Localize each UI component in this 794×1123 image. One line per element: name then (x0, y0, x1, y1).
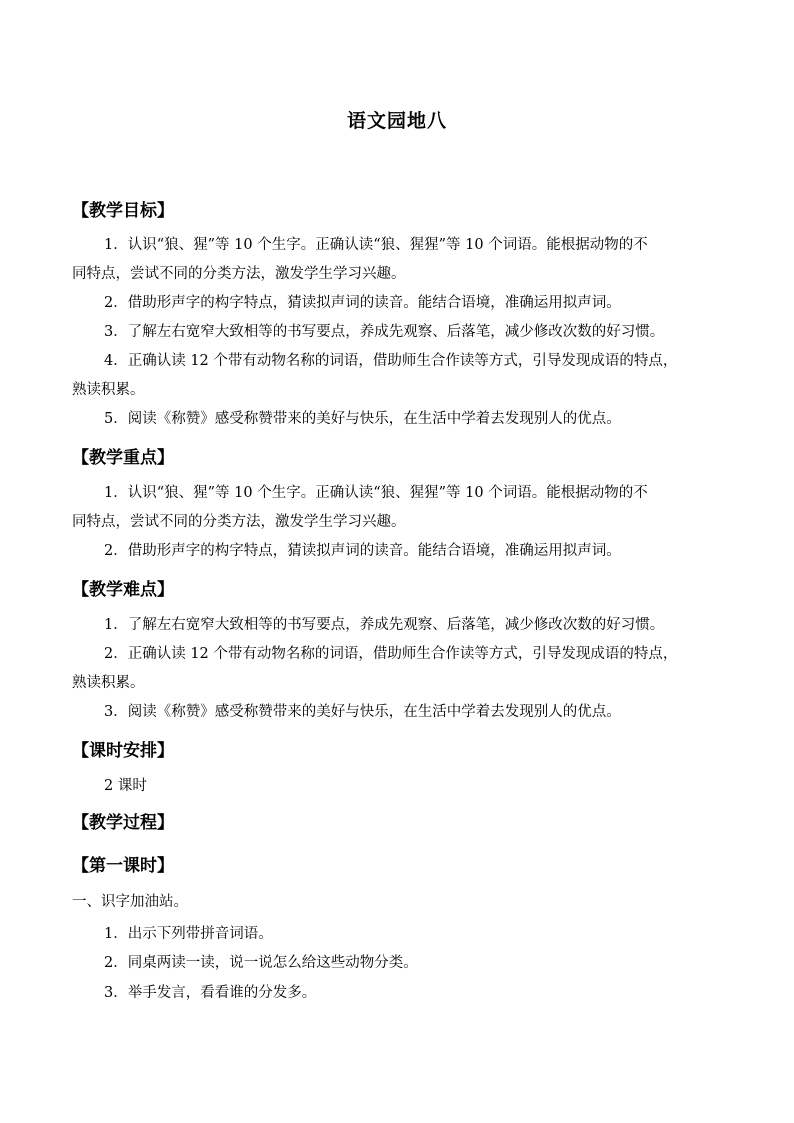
difficulty-1: 1．了解左右宽窄大致相等的书写要点，养成先观察、后落笔，减少修改次数的好习惯。 (104, 617, 665, 633)
difficulty-3: 3．阅读《称赞》感受称赞带来的美好与快乐，在生活中学着去发现别人的优点。 (104, 704, 621, 720)
key-point-2: 2．借助形声字的构字特点，猜读拟声词的读音。能结合语境，准确运用拟声词。 (104, 543, 621, 559)
key-point-1-line-2: 同特点，尝试不同的分类方法，激发学生学习兴趣。 (72, 514, 406, 530)
difficulty-2-line-1: 2．正确认读 12 个带有动物名称的词语，借助师生合作读等方式，引导发现成语的特点， (104, 646, 678, 662)
first-lesson-part-1: 一、识字加油站。 (72, 894, 188, 910)
key-points-heading: 【教学重点】 (72, 448, 174, 468)
page-title: 语文园地八 (346, 110, 447, 132)
difficulties-heading: 【教学难点】 (72, 580, 174, 600)
difficulty-2-line-2: 熟读积累。 (72, 675, 145, 691)
key-point-1-line-1: 1．认识“狼、猩”等 10 个生字。正确认读“狼、猩猩”等 10 个词语。能根据动物的不 (104, 485, 648, 501)
objective-5: 5．阅读《称赞》感受称赞带来的美好与快乐，在生活中学着去发现别人的优点。 (104, 411, 621, 427)
objectives-heading: 【教学目标】 (72, 201, 174, 221)
schedule-heading: 【课时安排】 (72, 741, 174, 761)
objective-1-line-2: 同特点，尝试不同的分类方法，激发学生学习兴趣。 (72, 266, 406, 282)
schedule-text: 2 课时 (104, 778, 147, 794)
objective-3: 3．了解左右宽窄大致相等的书写要点，养成先观察、后落笔，减少修改次数的好习惯。 (104, 324, 665, 340)
first-lesson-heading: 【第一课时】 (72, 856, 174, 876)
process-heading: 【教学过程】 (72, 813, 174, 833)
objective-4-line-2: 熟读积累。 (72, 382, 145, 398)
objective-2: 2．借助形声字的构字特点，猜读拟声词的读音。能结合语境，准确运用拟声词。 (104, 295, 621, 311)
objective-1-line-1: 1．认识“狼、猩”等 10 个生字。正确认读“狼、猩猩”等 10 个词语。能根据动物的不 (104, 237, 648, 253)
first-lesson-step-1: 1．出示下列带拼音词语。 (104, 926, 273, 942)
first-lesson-step-2: 2．同桌两读一读，说一说怎么给这些动物分类。 (104, 955, 418, 971)
first-lesson-step-3: 3．举手发言，看看谁的分发多。 (104, 985, 317, 1001)
objective-4-line-1: 4．正确认读 12 个带有动物名称的词语，借助师生合作读等方式，引导发现成语的特点， (104, 353, 678, 369)
